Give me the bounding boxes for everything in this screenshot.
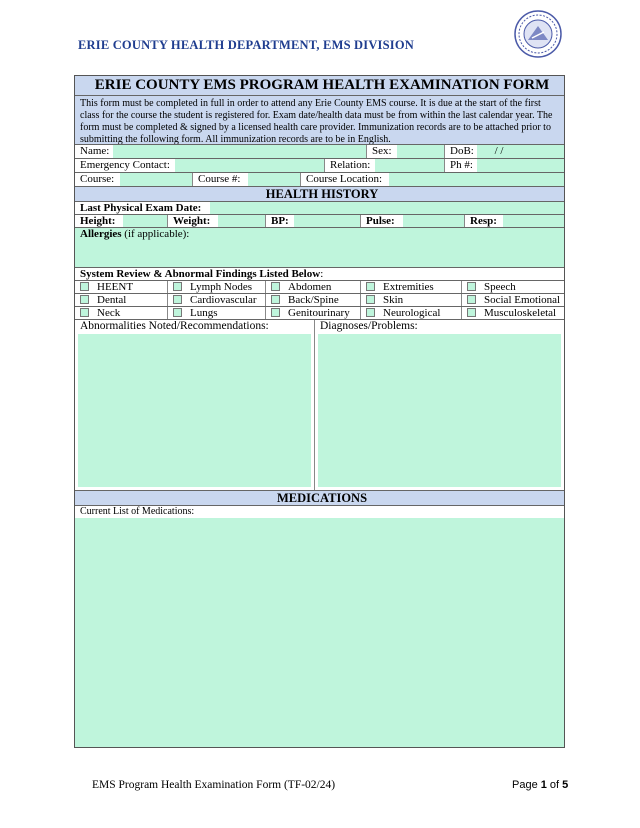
- health-history-header: [75, 187, 564, 202]
- allergies-row: [75, 228, 564, 268]
- course-location-label: Course Location:: [306, 173, 383, 185]
- medications-list-label: Current List of Medications:: [80, 506, 195, 517]
- relation-field[interactable]: [325, 159, 445, 172]
- resp-field[interactable]: [465, 215, 564, 227]
- allergies-field[interactable]: [75, 228, 564, 267]
- pulse-field[interactable]: [361, 215, 465, 227]
- intro-row: [75, 96, 564, 145]
- system-item[interactable]: Skin: [361, 294, 462, 306]
- medications-row: [75, 506, 564, 747]
- name-row: [75, 145, 564, 159]
- dob-separators: / /: [494, 145, 504, 157]
- phone-label: Ph #:: [450, 159, 473, 171]
- dob-label: DoB:: [450, 145, 474, 157]
- diagnoses-section: [315, 320, 564, 490]
- systems-row-1: [75, 281, 564, 294]
- system-item[interactable]: Back/Spine: [266, 294, 361, 306]
- medications-title: MEDICATIONS: [276, 491, 368, 505]
- system-item[interactable]: Lungs: [168, 307, 266, 319]
- medications-input[interactable]: [75, 518, 564, 747]
- system-item[interactable]: Cardiovascular: [168, 294, 266, 306]
- course-number-label: Course #:: [198, 173, 241, 185]
- checkbox-icon[interactable]: [467, 295, 476, 304]
- vitals-row: [75, 215, 564, 228]
- footer-form-name: EMS Program Health Examination Form (TF-02/24): [92, 779, 336, 791]
- health-history-title: HEALTH HISTORY: [265, 187, 379, 201]
- name-label: Name:: [80, 145, 110, 157]
- last-exam-label: Last Physical Exam Date:: [80, 202, 202, 214]
- relation-label: Relation:: [330, 159, 371, 171]
- county-seal-icon: [514, 10, 562, 58]
- system-item[interactable]: Speech: [462, 281, 564, 293]
- last-exam-field[interactable]: [75, 202, 564, 214]
- pulse-label: Pulse:: [366, 215, 395, 227]
- last-exam-row: [75, 202, 564, 215]
- intro-text: This form must be completed in full in order to attend any Erie County EMS course. It is due at the start of the first class for the course the student is registered for. Exam date/health data must be from within the last calendar year. The form must be completed & signed by a licensed health care provider. Immunization records are to be attached prior to submitting the following form. All immunization records are to be in English.: [80, 98, 553, 144]
- checkbox-icon[interactable]: [366, 295, 375, 304]
- checkbox-icon[interactable]: [173, 295, 182, 304]
- height-field[interactable]: [75, 215, 168, 227]
- health-examination-form: [74, 75, 565, 748]
- emergency-contact-field[interactable]: [75, 159, 325, 172]
- system-item[interactable]: HEENT: [75, 281, 168, 293]
- medications-section: [75, 506, 564, 747]
- course-row: [75, 173, 564, 187]
- system-item[interactable]: Genitourinary: [266, 307, 361, 319]
- dob-field[interactable]: [445, 145, 564, 158]
- allergies-note: (if applicable):: [121, 228, 190, 240]
- system-item[interactable]: Neurological: [361, 307, 462, 319]
- height-label: Height:: [80, 215, 116, 227]
- checkbox-icon[interactable]: [80, 295, 89, 304]
- phone-field[interactable]: [445, 159, 564, 172]
- department-title: ERIE COUNTY HEALTH DEPARTMENT, EMS DIVISION: [78, 38, 414, 52]
- weight-field[interactable]: [168, 215, 266, 227]
- checkbox-icon[interactable]: [80, 282, 89, 291]
- form-title-row: [75, 76, 564, 96]
- emergency-contact-label: Emergency Contact:: [80, 159, 170, 171]
- systems-row-2: [75, 294, 564, 307]
- system-item[interactable]: Neck: [75, 307, 168, 319]
- diagnoses-label: Diagnoses/Problems:: [320, 320, 418, 332]
- sex-label: Sex:: [372, 145, 392, 157]
- abnormalities-section: [75, 320, 315, 490]
- course-field[interactable]: [75, 173, 193, 186]
- name-field[interactable]: [75, 145, 367, 158]
- diagnoses-input[interactable]: [318, 334, 561, 487]
- system-review-heading: [75, 268, 564, 280]
- bp-label: BP:: [271, 215, 289, 227]
- system-item[interactable]: Dental: [75, 294, 168, 306]
- emergency-row: [75, 159, 564, 173]
- system-item[interactable]: Lymph Nodes: [168, 281, 266, 293]
- course-label: Course:: [80, 173, 115, 185]
- checkbox-icon[interactable]: [271, 308, 280, 317]
- resp-label: Resp:: [470, 215, 497, 227]
- checkbox-icon[interactable]: [271, 282, 280, 291]
- checkbox-icon[interactable]: [173, 282, 182, 291]
- checkbox-icon[interactable]: [366, 308, 375, 317]
- checkbox-icon[interactable]: [467, 308, 476, 317]
- findings-row: [75, 320, 564, 491]
- abnormalities-label: Abnormalities Noted/Recommendations:: [80, 320, 269, 332]
- bp-field[interactable]: [266, 215, 361, 227]
- form-title: ERIE COUNTY EMS PROGRAM HEALTH EXAMINATION FORM: [94, 77, 550, 93]
- systems-row-3: [75, 307, 564, 320]
- checkbox-icon[interactable]: [173, 308, 182, 317]
- sex-field[interactable]: [367, 145, 445, 158]
- checkbox-icon[interactable]: [271, 295, 280, 304]
- allergies-label: Allergies: [80, 228, 122, 240]
- course-number-field[interactable]: [193, 173, 301, 186]
- abnormalities-input[interactable]: [78, 334, 311, 487]
- checkbox-icon[interactable]: [467, 282, 476, 291]
- course-location-field[interactable]: [301, 173, 564, 186]
- system-item[interactable]: Extremities: [361, 281, 462, 293]
- system-review-row: [75, 268, 564, 281]
- medications-header: [75, 491, 564, 506]
- system-item[interactable]: Musculoskeletal: [462, 307, 564, 319]
- checkbox-icon[interactable]: [366, 282, 375, 291]
- system-item[interactable]: Social Emotional: [462, 294, 564, 306]
- system-review-colon: :: [320, 268, 324, 280]
- checkbox-icon[interactable]: [80, 308, 89, 317]
- weight-label: Weight:: [173, 215, 211, 227]
- footer-page-number: Page 1 of 5: [512, 779, 569, 791]
- system-item[interactable]: Abdomen: [266, 281, 361, 293]
- system-review-label: System Review & Abnormal Findings Listed Below: [80, 268, 321, 280]
